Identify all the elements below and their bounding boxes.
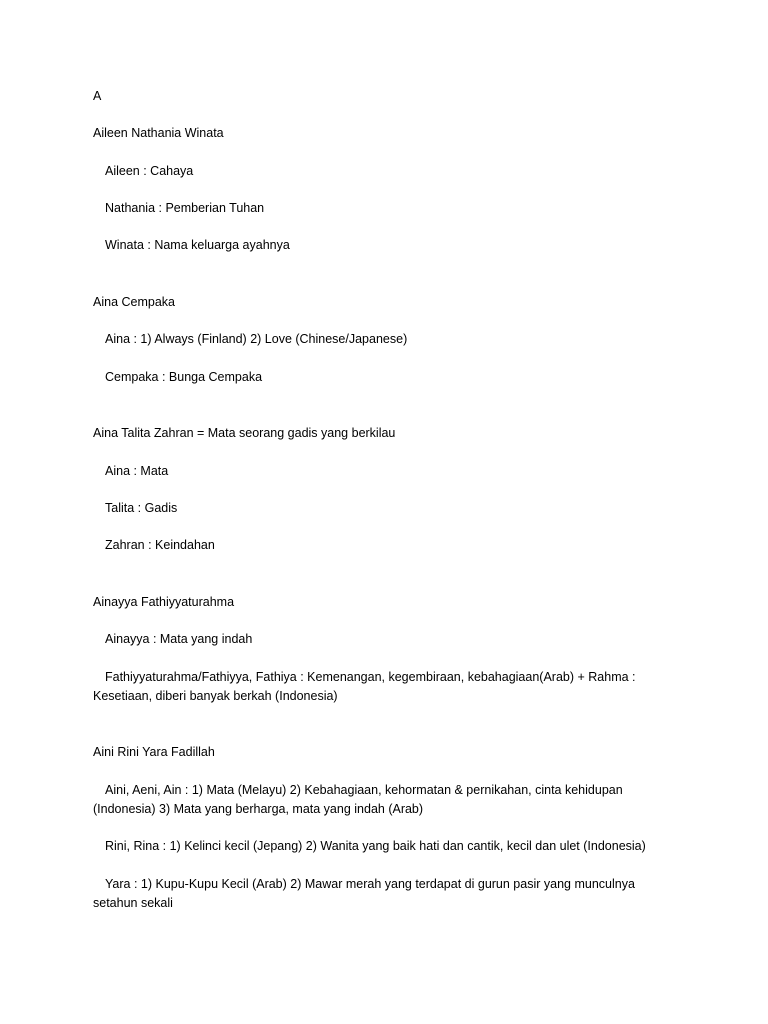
entry-meaning: Fathiyyaturahma/Fathiyya, Fathiya : Kemenangan, kegembiraan, kebahagiaan(Arab) + Rahma : Kesetiaan, diberi banyak berkah (Indonesia) bbox=[93, 670, 636, 703]
entry-name: Aini Rini Yara Fadillah bbox=[93, 745, 215, 759]
entry-meaning: Aina : 1) Always (Finland) 2) Love (Chinese/Japanese) bbox=[105, 332, 408, 346]
entry-meaning: Aina : Mata bbox=[105, 464, 169, 478]
entry-meaning: Winata : Nama keluarga ayahnya bbox=[105, 238, 290, 252]
entry-meaning: Rini, Rina : 1) Kelinci kecil (Jepang) 2) Wanita yang baik hati dan cantik, kecil dan ulet (Indonesia) bbox=[105, 839, 646, 853]
entry-name: Aileen Nathania Winata bbox=[93, 126, 224, 140]
entry-meaning: Yara : 1) Kupu-Kupu Kecil (Arab) 2) Mawar merah yang terdapat di gurun pasir yang munculnya setahun sekali bbox=[93, 877, 635, 910]
letter-heading: A bbox=[93, 89, 102, 103]
entry-meaning: Aini, Aeni, Ain : 1) Mata (Melayu) 2) Kebahagiaan, kehormatan & pernikahan, cinta kehidupan (Indonesia) 3) Mata yang berharga, mata yang indah (Arab) bbox=[93, 783, 623, 816]
entry-name: Ainayya Fathiyyaturahma bbox=[93, 595, 235, 609]
entry-name: Aina Cempaka bbox=[93, 295, 175, 309]
entry-meaning: Ainayya : Mata yang indah bbox=[105, 632, 253, 646]
entry-meaning: Talita : Gadis bbox=[105, 501, 178, 515]
entry-meaning: Zahran : Keindahan bbox=[105, 538, 215, 552]
entry-meaning: Aileen : Cahaya bbox=[105, 164, 194, 178]
entry-meaning: Nathania : Pemberian Tuhan bbox=[105, 201, 265, 215]
entry-meaning: Cempaka : Bunga Cempaka bbox=[105, 370, 263, 384]
entry-name: Aina Talita Zahran = Mata seorang gadis yang berkilau bbox=[93, 426, 396, 440]
